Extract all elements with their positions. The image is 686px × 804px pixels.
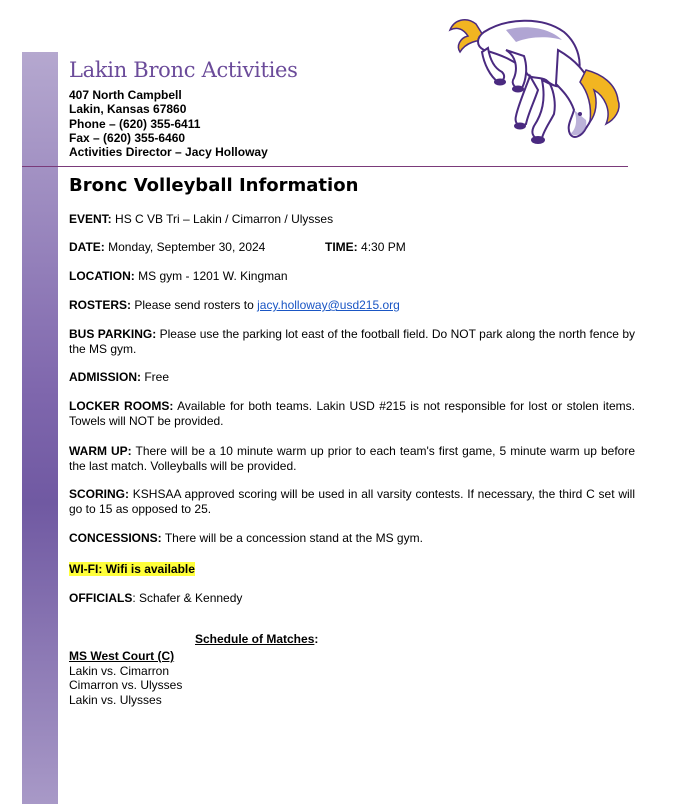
locker-rooms-field: [69, 399, 635, 428]
bus-parking-value: Please use the parking lot east of the football field. Do NOT park along the north fence by the MS gym.: [69, 327, 635, 356]
scoring-field: [69, 487, 635, 516]
rosters-field: [69, 298, 635, 313]
rosters-label: ROSTERS:: [69, 298, 132, 312]
page-title: Bronc Volleyball Information: [69, 175, 359, 196]
time-field: [325, 240, 406, 255]
event-value: HS C VB Tri – Lakin / Cimarron / Ulysses: [115, 212, 334, 226]
date-value: Monday, September 30, 2024: [108, 240, 266, 254]
date-label: DATE:: [69, 240, 105, 254]
document-body: [69, 174, 636, 707]
admission-label: ADMISSION:: [69, 370, 141, 384]
event-field: [69, 212, 635, 227]
locker-rooms-label: LOCKER ROOMS:: [69, 399, 174, 413]
rosters-value: Please send rosters to: [134, 298, 254, 312]
fax-line: Fax – (620) 355-6460: [69, 130, 186, 145]
scoring-value: KSHSAA approved scoring will be used in all varsity contests. If necessary, the third C set will go to 15 as opposed to 25.: [69, 487, 635, 516]
admission-field: [69, 370, 635, 385]
concessions-value: There will be a concession stand at the MS gym.: [164, 531, 423, 545]
location-label: LOCATION:: [69, 269, 135, 283]
time-label: TIME:: [325, 240, 358, 254]
scoring-label: SCORING:: [69, 487, 129, 501]
address-line: 407 North Campbell: [69, 88, 182, 102]
schedule-heading: [195, 632, 318, 647]
officials-label: OFFICIALS: [69, 591, 133, 605]
warm-up-value: There will be a 10 minute warm up prior to each team's first game, 5 minute warm up before the last match. Volleyballs will be provided.: [69, 444, 636, 473]
city-line: Lakin, Kansas 67860: [69, 102, 187, 117]
admission-value: Free: [144, 370, 170, 384]
bronco-logo: [446, 10, 638, 156]
letterhead: [69, 58, 298, 159]
wifi-field: [69, 562, 635, 577]
email-link[interactable]: jacy.holloway@usd215.org: [257, 298, 400, 312]
bus-parking-label: BUS PARKING:: [69, 327, 157, 341]
match-item: Lakin vs. Cimarron: [69, 663, 170, 678]
concessions-field: [69, 531, 635, 546]
schedule-heading-colon: :: [314, 632, 319, 646]
court-title: MS West Court (C): [69, 649, 175, 663]
schedule-list: [69, 649, 635, 707]
time-value: 4:30 PM: [361, 240, 406, 254]
concessions-label: CONCESSIONS:: [69, 531, 162, 545]
header-divider: [22, 166, 628, 167]
schedule-heading-text: Schedule of Matches: [195, 632, 315, 646]
wifi-highlight: WI-FI: Wifi is available: [69, 562, 195, 576]
location-value: MS gym - 1201 W. Kingman: [138, 269, 288, 283]
date-time-field: [69, 240, 635, 255]
officials-value: : Schafer & Kennedy: [132, 591, 243, 605]
org-title: Lakin Bronc Activities: [69, 58, 298, 82]
bus-parking-field: [69, 327, 635, 356]
warm-up-field: [69, 444, 635, 473]
phone-line: Phone – (620) 355-6411: [69, 116, 201, 131]
sidebar-bar: [22, 52, 58, 804]
match-item: Cimarron vs. Ulysses: [69, 678, 183, 692]
locker-rooms-value: Available for both teams. Lakin USD #215 is not responsible for lost or stolen items. Towels will NOT be provided.: [69, 399, 635, 428]
event-label: EVENT:: [69, 212, 112, 226]
location-field: [69, 269, 635, 284]
warm-up-label: WARM UP:: [69, 444, 132, 458]
match-item: Lakin vs. Ulysses: [69, 692, 162, 707]
director-line: Activities Director – Jacy Holloway: [69, 145, 268, 160]
officials-field: [69, 591, 635, 606]
